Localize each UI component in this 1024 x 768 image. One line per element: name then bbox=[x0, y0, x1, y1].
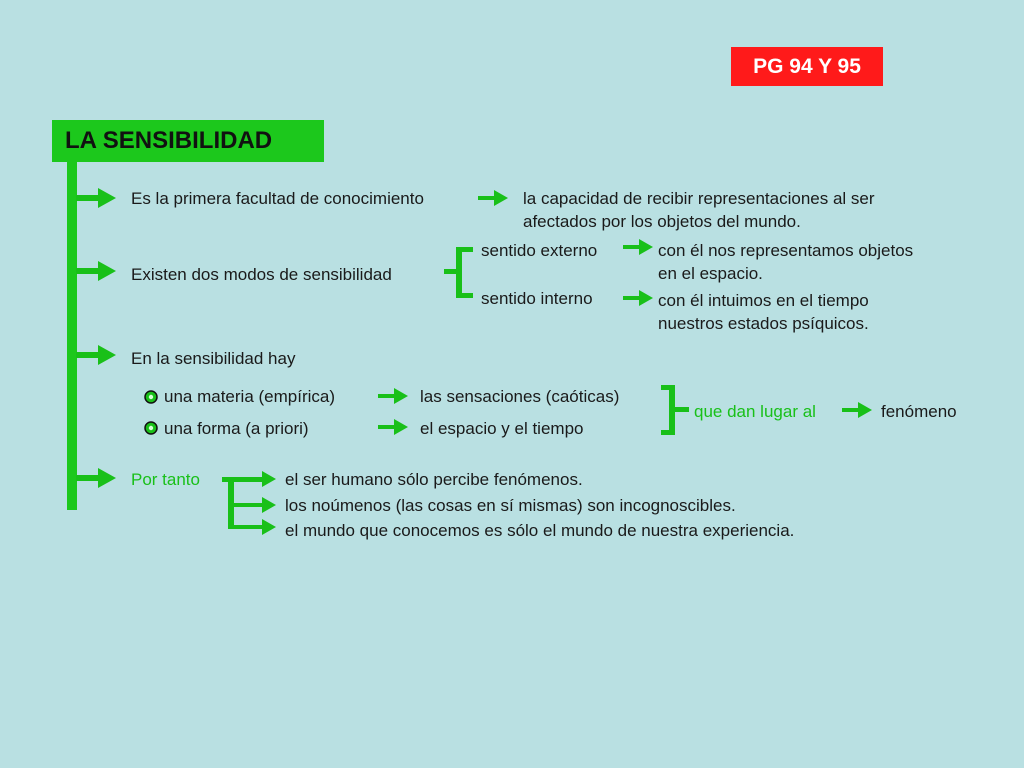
branch-3-label: En la sensibilidad hay bbox=[131, 349, 296, 368]
arrow-internal bbox=[623, 290, 653, 306]
external-sense: sentido externo bbox=[481, 241, 598, 260]
arrow-b1-detail bbox=[478, 190, 508, 206]
external-desc-line2: en el espacio. bbox=[658, 264, 763, 283]
bullet-item2 bbox=[145, 422, 157, 434]
branch-2-label: Existen dos modos de sensibilidad bbox=[131, 265, 392, 284]
conclusion-1: el ser humano sólo percibe fenómenos. bbox=[285, 470, 583, 489]
arrow-to-branch-4 bbox=[76, 468, 116, 488]
internal-desc-line1: con él intuimos en el tiempo bbox=[658, 291, 869, 310]
internal-desc-line2: nuestros estados psíquicos. bbox=[658, 314, 869, 333]
main-trunk bbox=[67, 160, 77, 510]
page-tag: PG 94 Y 95 bbox=[731, 47, 883, 86]
branch-1-detail-line1: la capacidad de recibir representaciones al ser bbox=[523, 189, 875, 208]
final-concept: fenómeno bbox=[881, 402, 957, 421]
arrow-item2 bbox=[378, 419, 408, 435]
item-forma-result: el espacio y el tiempo bbox=[420, 419, 584, 438]
item-materia: una materia (empírica) bbox=[164, 387, 336, 406]
arrow-c1 bbox=[246, 471, 276, 487]
item-forma: una forma (a priori) bbox=[164, 419, 309, 438]
external-desc-line1: con él nos representamos objetos bbox=[658, 241, 914, 260]
arrow-external bbox=[623, 239, 653, 255]
arrow-to-branch-3 bbox=[76, 345, 116, 365]
branch-1-detail-line2: afectados por los objetos del mundo. bbox=[523, 212, 801, 231]
arrow-item1 bbox=[378, 388, 408, 404]
arrow-to-branch-1 bbox=[76, 188, 116, 208]
conclusion-3: el mundo que conocemos es sólo el mundo de nuestra experiencia. bbox=[285, 521, 795, 540]
bracket-b3 bbox=[661, 385, 689, 435]
arrow-final bbox=[842, 402, 872, 418]
internal-sense: sentido interno bbox=[481, 289, 593, 308]
arrow-c2 bbox=[246, 497, 276, 513]
diagram-title: LA SENSIBILIDAD bbox=[52, 120, 324, 162]
bracket-b2 bbox=[444, 247, 473, 298]
branch-4-label: Por tanto bbox=[131, 470, 200, 489]
bullet-item1 bbox=[145, 391, 157, 403]
conclusion-2: los noúmenos (las cosas en sí mismas) son incognoscibles. bbox=[285, 496, 736, 515]
arrow-c3 bbox=[246, 519, 276, 535]
arrow-to-branch-2 bbox=[76, 261, 116, 281]
joined-label: que dan lugar al bbox=[694, 402, 816, 421]
item-materia-result: las sensaciones (caóticas) bbox=[420, 387, 620, 406]
branch-1-label: Es la primera facultad de conocimiento bbox=[131, 189, 424, 208]
